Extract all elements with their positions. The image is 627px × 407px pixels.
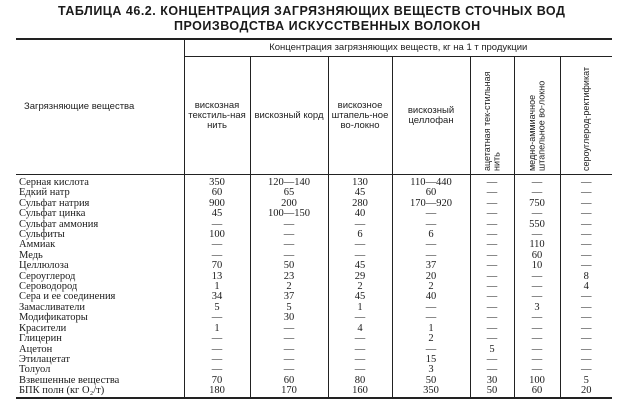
table-cell: — <box>470 175 514 189</box>
table-cell: 3 <box>514 303 560 313</box>
table-cell: — <box>392 220 470 230</box>
row-label: Сера и ее соединения <box>19 291 116 303</box>
column-header-vertical <box>470 57 514 175</box>
table-cell: 350 <box>184 175 250 189</box>
table-cell: 6 <box>328 230 392 240</box>
table-cell: 1 <box>328 303 392 313</box>
table-cell: — <box>470 220 514 230</box>
table-cell: — <box>514 230 560 240</box>
table-cell: — <box>250 240 328 250</box>
table-cell: — <box>514 365 560 375</box>
table-cell: — <box>470 240 514 250</box>
table-cell: — <box>328 220 392 230</box>
column-header: вискозное штапель-ное во-локно <box>328 57 392 175</box>
table-cell: 100 <box>514 376 560 386</box>
table-cell: — <box>514 334 560 344</box>
table-cell: 550 <box>514 220 560 230</box>
table-row <box>16 188 612 198</box>
table-row <box>16 199 612 209</box>
table-cell: — <box>560 240 612 250</box>
table-cell: 15 <box>392 355 470 365</box>
table-cell: 170 <box>250 386 328 397</box>
table-cell: 350 <box>392 386 470 397</box>
column-header: вискозная текстиль-ная нить <box>184 57 250 175</box>
table-cell: — <box>514 282 560 292</box>
table-cell: 34 <box>184 292 250 302</box>
table-cell: — <box>560 261 612 271</box>
table-cell: — <box>328 240 392 250</box>
table-cell: — <box>470 230 514 240</box>
table-row <box>16 324 612 334</box>
table-cell: 23 <box>250 272 328 282</box>
column-header-vertical <box>560 57 612 175</box>
table-cell: — <box>250 251 328 261</box>
table-cell: — <box>560 175 612 189</box>
column-header: медно-аммиачное штапельное во-локно <box>526 80 546 171</box>
row-label: Сульфат натрия <box>19 197 90 209</box>
column-group-header: Концентрация загрязняющих веществ, кг на 1 т продукции <box>184 39 612 57</box>
table-cell: — <box>560 313 612 323</box>
table-cell: 29 <box>328 272 392 282</box>
table-cell: — <box>560 220 612 230</box>
table-cell: 5 <box>470 345 514 355</box>
table-cell: — <box>514 272 560 282</box>
row-label: Толуол <box>19 364 51 376</box>
table-cell: — <box>392 209 470 219</box>
table-cell: — <box>514 345 560 355</box>
table-cell: 5 <box>560 376 612 386</box>
table-cell: — <box>514 175 560 189</box>
table-row <box>16 345 612 355</box>
row-label: Глицерин <box>19 333 62 345</box>
table-cell: 120—140 <box>250 175 328 189</box>
table-cell: 5 <box>250 303 328 313</box>
table-row <box>16 355 612 365</box>
column-header: вискозный корд <box>250 57 328 175</box>
column-header: ацетатная тек-стильная нить <box>481 71 501 171</box>
column-header-substance: Загрязняющие вещества <box>16 39 184 175</box>
table-cell: — <box>392 313 470 323</box>
table-cell: 20 <box>392 272 470 282</box>
table-cell: 200 <box>250 199 328 209</box>
table-cell: 50 <box>250 261 328 271</box>
table-cell: 5 <box>184 303 250 313</box>
table-cell: — <box>560 355 612 365</box>
table-cell: 160 <box>328 386 392 397</box>
table-cell: — <box>470 334 514 344</box>
table-row <box>16 334 612 344</box>
table-row <box>16 209 612 219</box>
table-cell: 40 <box>392 292 470 302</box>
pollutants-table <box>16 38 612 399</box>
table-row <box>16 251 612 261</box>
table-cell: — <box>250 334 328 344</box>
table-cell: — <box>470 303 514 313</box>
table-cell: — <box>470 251 514 261</box>
row-label: Серная кислота <box>19 177 89 188</box>
table-row <box>16 230 612 240</box>
table-cell: — <box>470 209 514 219</box>
table-cell: — <box>470 355 514 365</box>
table-cell: 60 <box>514 386 560 397</box>
row-label: Аммиак <box>19 239 56 251</box>
row-label: БПК полн (кг O₂/т) <box>16 386 184 397</box>
table-cell: — <box>250 324 328 334</box>
table-title <box>58 4 565 34</box>
table-cell: — <box>250 365 328 375</box>
row-label: Сульфат цинка <box>19 208 86 220</box>
table-cell: 30 <box>470 376 514 386</box>
table-cell: — <box>328 313 392 323</box>
table-cell: 280 <box>328 199 392 209</box>
row-label: Замасливатели <box>19 301 85 313</box>
table-cell: 100—150 <box>250 209 328 219</box>
row-label: Сероводород <box>19 281 78 293</box>
table-cell: 110 <box>514 240 560 250</box>
table-row <box>16 292 612 302</box>
table-cell: — <box>184 345 250 355</box>
table-cell: — <box>470 313 514 323</box>
table-cell: — <box>514 209 560 219</box>
table-cell: — <box>250 220 328 230</box>
table-cell: — <box>470 324 514 334</box>
table-cell: — <box>560 209 612 219</box>
table-cell: 4 <box>560 282 612 292</box>
title-line-2: ПРОИЗВОДСТВА ИСКУССТВЕННЫХ ВОЛОКОН <box>174 19 481 33</box>
table-cell: 4 <box>328 324 392 334</box>
table-cell: 13 <box>184 272 250 282</box>
table-cell: — <box>514 324 560 334</box>
table-row <box>16 261 612 271</box>
table-cell: 37 <box>250 292 328 302</box>
table-cell: 50 <box>470 386 514 397</box>
table-cell: 2 <box>392 282 470 292</box>
table-cell: 65 <box>250 188 328 198</box>
table-cell: — <box>560 365 612 375</box>
table-cell: — <box>328 251 392 261</box>
table-cell: 45 <box>328 292 392 302</box>
column-header-vertical <box>514 57 560 175</box>
table-cell: 2 <box>392 334 470 344</box>
table-cell: — <box>328 345 392 355</box>
table-cell: 50 <box>392 376 470 386</box>
table-body <box>16 175 612 398</box>
column-header: сероуглерод-ректификат <box>580 66 591 171</box>
table-cell: 60 <box>392 188 470 198</box>
table-row <box>16 240 612 250</box>
table-cell: 100 <box>184 230 250 240</box>
row-label: Красители <box>19 322 67 334</box>
table-row <box>16 386 612 397</box>
row-label: Целлюлоза <box>19 260 69 272</box>
table-cell: — <box>184 365 250 375</box>
table-cell: 900 <box>184 199 250 209</box>
table-cell: 110—440 <box>392 175 470 189</box>
table-cell: 1 <box>392 324 470 334</box>
table-cell: 2 <box>250 282 328 292</box>
table-cell: — <box>560 230 612 240</box>
table-cell: — <box>470 292 514 302</box>
table-cell: — <box>328 355 392 365</box>
table-cell: 130 <box>328 175 392 189</box>
table-cell: 37 <box>392 261 470 271</box>
row-label: Взвешенные вещества <box>19 374 120 386</box>
table-cell: 170—920 <box>392 199 470 209</box>
table-cell: — <box>184 334 250 344</box>
table-cell: — <box>328 334 392 344</box>
table-cell: — <box>514 292 560 302</box>
table-cell: — <box>470 365 514 375</box>
table-cell: 45 <box>184 209 250 219</box>
row-label: Сульфиты <box>19 229 65 241</box>
row-label: Ацетон <box>19 343 53 355</box>
table-cell: 1 <box>184 324 250 334</box>
table-cell: — <box>560 324 612 334</box>
table-cell: — <box>392 303 470 313</box>
table-cell: — <box>560 188 612 198</box>
table-cell: 70 <box>184 261 250 271</box>
table-cell: 2 <box>328 282 392 292</box>
table-cell: 750 <box>514 199 560 209</box>
table-cell: — <box>514 188 560 198</box>
row-label: Модификаторы <box>19 312 88 324</box>
table-cell: 1 <box>184 282 250 292</box>
table-cell: — <box>392 240 470 250</box>
table-cell: — <box>184 251 250 261</box>
column-header: вискозный целлофан <box>392 57 470 175</box>
table-cell: — <box>184 355 250 365</box>
table-cell: — <box>560 292 612 302</box>
table-row <box>16 303 612 313</box>
table-cell: — <box>250 355 328 365</box>
table-cell: 180 <box>184 386 250 397</box>
table-cell: 3 <box>392 365 470 375</box>
table-cell: — <box>184 240 250 250</box>
table-cell: 60 <box>250 376 328 386</box>
table-cell: 80 <box>328 376 392 386</box>
table-cell: 60 <box>514 251 560 261</box>
table-cell: — <box>560 345 612 355</box>
table-cell: — <box>560 334 612 344</box>
table-cell: 60 <box>184 188 250 198</box>
table-cell: 20 <box>560 386 612 397</box>
row-label: Сульфат аммония <box>19 218 99 230</box>
table-row <box>16 175 612 189</box>
row-label: Этилацетат <box>19 353 71 365</box>
table-cell: — <box>392 345 470 355</box>
table-row <box>16 272 612 282</box>
table-cell: 40 <box>328 209 392 219</box>
table-row <box>16 376 612 386</box>
table-cell: 8 <box>560 272 612 282</box>
table-cell: — <box>470 282 514 292</box>
table-cell: — <box>328 365 392 375</box>
row-label: Сероуглерод <box>19 270 76 282</box>
table-cell: — <box>470 199 514 209</box>
table-row <box>16 220 612 230</box>
table-cell: — <box>470 261 514 271</box>
table-cell: — <box>560 303 612 313</box>
table-cell: — <box>392 251 470 261</box>
table-cell: — <box>560 251 612 261</box>
table-cell: 10 <box>514 261 560 271</box>
table-cell: — <box>250 345 328 355</box>
table-cell: — <box>250 230 328 240</box>
table-cell: — <box>514 313 560 323</box>
table-cell: 70 <box>184 376 250 386</box>
table-cell: — <box>514 355 560 365</box>
table-cell: — <box>470 272 514 282</box>
table-cell: 45 <box>328 261 392 271</box>
table-cell: 45 <box>328 188 392 198</box>
row-label: Медь <box>19 249 43 261</box>
table-cell: — <box>470 188 514 198</box>
table-cell: — <box>184 220 250 230</box>
table-cell: — <box>560 199 612 209</box>
table-cell: 30 <box>250 313 328 323</box>
table-cell: 6 <box>392 230 470 240</box>
table-row <box>16 313 612 323</box>
row-label: Едкий натр <box>19 187 70 199</box>
title-line-1: ТАБЛИЦА 46.2. КОНЦЕНТРАЦИЯ ЗАГРЯЗНЯЮЩИХ ВЕЩЕСТВ СТОЧНЫХ ВОД <box>58 4 566 18</box>
table-cell: — <box>184 313 250 323</box>
